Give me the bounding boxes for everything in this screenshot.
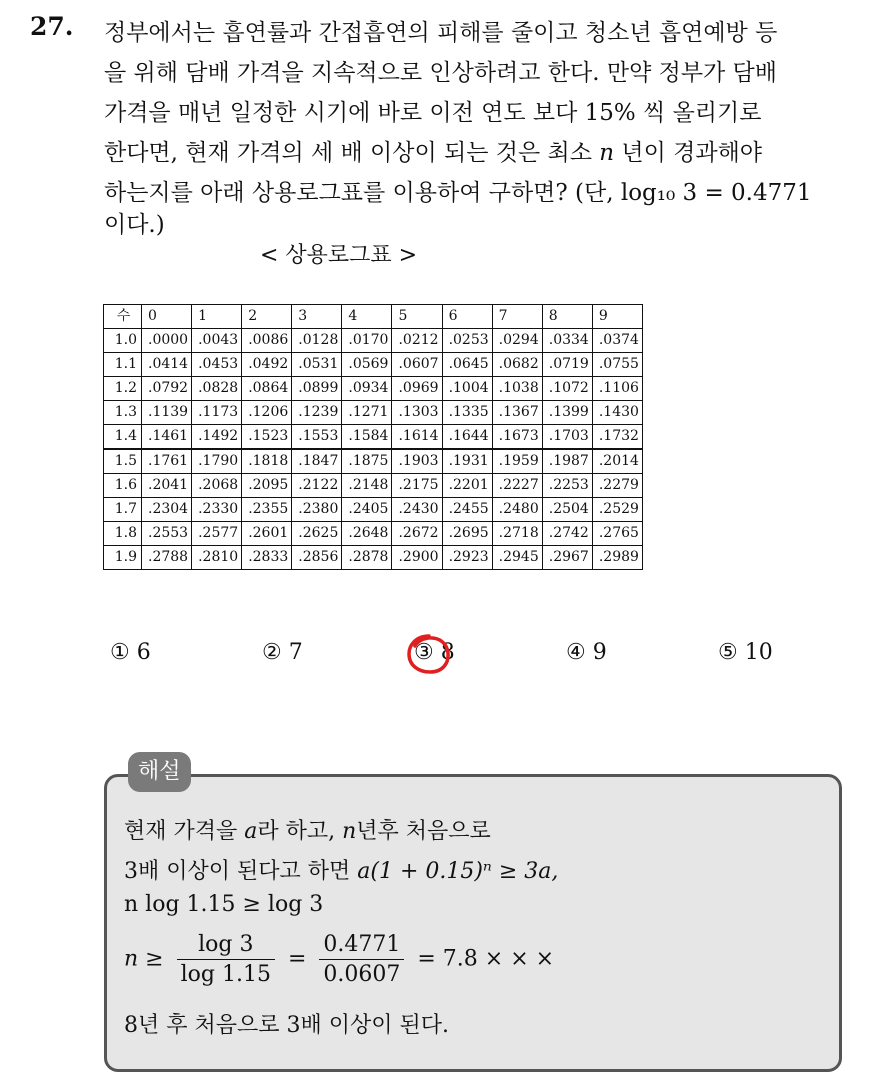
table-cell: .1303 — [392, 401, 442, 425]
table-row — [104, 546, 643, 570]
table-row — [104, 522, 643, 546]
table-cell: .1673 — [492, 425, 542, 450]
explanation-text: 3배 이상이 된다고 하면 — [124, 859, 358, 884]
table-cell: .2695 — [442, 522, 492, 546]
table-cell: .1072 — [542, 377, 592, 401]
explanation-line — [124, 814, 491, 845]
table-corner-cell: 수 — [104, 305, 142, 329]
table-cell: .0755 — [592, 353, 642, 377]
table-cell: .0828 — [192, 377, 242, 401]
table-cell: .0170 — [342, 329, 392, 353]
table-cell: .0294 — [492, 329, 542, 353]
table-cell: .1239 — [292, 401, 342, 425]
table-row — [104, 377, 643, 401]
explanation-text: 현재 가격을 — [124, 819, 245, 844]
table-column-header: 5 — [392, 305, 442, 329]
table-cell: .2529 — [592, 498, 642, 522]
table-cell: .0864 — [242, 377, 292, 401]
table-cell: .1903 — [392, 449, 442, 474]
table-cell: .2014 — [592, 449, 642, 474]
table-cell: .2989 — [592, 546, 642, 570]
table-row-label: 1.5 — [104, 449, 142, 474]
explanation-text: n ≥ — [124, 946, 164, 972]
table-header-row — [104, 305, 643, 329]
table-cell: .0682 — [492, 353, 542, 377]
table-row-label: 1.4 — [104, 425, 142, 450]
table-cell: .2148 — [342, 474, 392, 498]
inequality-math: a(1 + 0.15)ⁿ ≥ 3a, — [357, 859, 559, 884]
fraction-log — [177, 932, 275, 987]
table-cell: .0086 — [242, 329, 292, 353]
table-column-header: 6 — [442, 305, 492, 329]
table-cell: .2455 — [442, 498, 492, 522]
table-cell: .2253 — [542, 474, 592, 498]
table-column-header: 3 — [292, 305, 342, 329]
table-row — [104, 353, 643, 377]
table-cell: .1931 — [442, 449, 492, 474]
question-line: 하는지를 아래 상용로그표를 이용하여 구하면? (단, log₁₀ 3 = 0.4771 — [104, 180, 812, 206]
explanation-line: 8년 후 처음으로 3배 이상이 된다. — [124, 1013, 449, 1038]
table-cell: .1523 — [242, 425, 292, 450]
table-cell: .2625 — [292, 522, 342, 546]
fraction-denominator: log 1.15 — [180, 962, 271, 987]
table-cell: .2405 — [342, 498, 392, 522]
explanation-text: 라 하고, — [257, 819, 343, 844]
table-cell: .1703 — [542, 425, 592, 450]
table-cell: .1584 — [342, 425, 392, 450]
table-cell: .1461 — [142, 425, 192, 450]
table-cell: .1206 — [242, 401, 292, 425]
question-text-segment: 년이 경과해야 — [614, 140, 763, 166]
table-cell: .2304 — [142, 498, 192, 522]
table-column-header: 9 — [592, 305, 642, 329]
table-column-header: 2 — [242, 305, 292, 329]
table-cell: .2380 — [292, 498, 342, 522]
table-column-header: 4 — [342, 305, 392, 329]
variable-n: n — [599, 140, 615, 166]
question-line: 가격을 매년 일정한 시기에 바로 이전 연도 보다 15% 씩 올리기로 — [104, 100, 762, 126]
question-line — [104, 134, 762, 167]
table-cell: .1399 — [542, 401, 592, 425]
table-cell: .0569 — [342, 353, 392, 377]
table-cell: .0719 — [542, 353, 592, 377]
table-row-label: 1.3 — [104, 401, 142, 425]
table-cell: .1818 — [242, 449, 292, 474]
table-cell: .2967 — [542, 546, 592, 570]
table-cell: .0645 — [442, 353, 492, 377]
table-cell: .1106 — [592, 377, 642, 401]
question-line: 정부에서는 흡연률과 간접흡연의 피해를 줄이고 청소년 흡연예방 등 — [104, 20, 778, 46]
explanation-tag: 해설 — [128, 752, 191, 792]
choice-4[interactable]: ④ 9 — [566, 640, 607, 665]
table-cell: .2833 — [242, 546, 292, 570]
table-cell: .2810 — [192, 546, 242, 570]
question-line: 을 위해 담배 가격을 지속적으로 인상하려고 한다. 만약 정부가 담배 — [104, 60, 777, 86]
table-row — [104, 329, 643, 353]
table-cell: .1430 — [592, 401, 642, 425]
table-cell: .0607 — [392, 353, 442, 377]
table-row-label: 1.2 — [104, 377, 142, 401]
question-line: 이다.) — [104, 212, 165, 238]
table-cell: .2227 — [492, 474, 542, 498]
table-title: < 상용로그표 > — [260, 243, 418, 268]
table-cell: .0212 — [392, 329, 442, 353]
variable-n: n — [342, 819, 357, 844]
table-cell: .1004 — [442, 377, 492, 401]
table-row — [104, 401, 643, 425]
fraction-values — [319, 932, 404, 987]
explanation-line: n log 1.15 ≥ log 3 — [124, 892, 324, 917]
table-cell: .2718 — [492, 522, 542, 546]
table-cell: .0899 — [292, 377, 342, 401]
table-cell: .0934 — [342, 377, 392, 401]
table-row — [104, 474, 643, 498]
choice-5[interactable]: ⑤ 10 — [718, 640, 773, 665]
table-cell: .0531 — [292, 353, 342, 377]
table-cell: .2355 — [242, 498, 292, 522]
table-cell: .1139 — [142, 401, 192, 425]
table-cell: .0492 — [242, 353, 292, 377]
explanation-text: 년후 처음으로 — [356, 819, 491, 844]
table-cell: .2577 — [192, 522, 242, 546]
table-cell: .1335 — [442, 401, 492, 425]
table-cell: .1038 — [492, 377, 542, 401]
table-cell: .2765 — [592, 522, 642, 546]
selected-answer-circle-mark — [406, 633, 452, 675]
table-cell: .2430 — [392, 498, 442, 522]
table-cell: .1614 — [392, 425, 442, 450]
table-cell: .0969 — [392, 377, 442, 401]
table-column-header: 0 — [142, 305, 192, 329]
table-cell: .2900 — [392, 546, 442, 570]
table-cell: .2923 — [442, 546, 492, 570]
table-row-label: 1.1 — [104, 353, 142, 377]
table-cell: .1173 — [192, 401, 242, 425]
choice-2[interactable]: ② 7 — [262, 640, 303, 665]
table-row-label: 1.7 — [104, 498, 142, 522]
table-row-label: 1.6 — [104, 474, 142, 498]
table-row — [104, 449, 643, 474]
table-cell: .0414 — [142, 353, 192, 377]
table-cell: .0000 — [142, 329, 192, 353]
table-column-header: 8 — [542, 305, 592, 329]
table-cell: .1847 — [292, 449, 342, 474]
table-cell: .2504 — [542, 498, 592, 522]
table-cell: .1761 — [142, 449, 192, 474]
table-cell: .2856 — [292, 546, 342, 570]
fraction-denominator: 0.0607 — [323, 962, 401, 987]
fraction-numerator: log 3 — [177, 932, 275, 960]
result-value: = 7.8 × × × — [417, 946, 555, 972]
table-row-label: 1.9 — [104, 546, 142, 570]
table-row — [104, 425, 643, 450]
table-cell: .1492 — [192, 425, 242, 450]
table-cell: .0334 — [542, 329, 592, 353]
table-cell: .2648 — [342, 522, 392, 546]
table-cell: .2068 — [192, 474, 242, 498]
equals-sign: = — [287, 946, 307, 972]
table-cell: .2878 — [342, 546, 392, 570]
question-number: 27. — [30, 12, 74, 41]
table-cell: .2041 — [142, 474, 192, 498]
question-text-segment: 한다면, 현재 가격의 세 배 이상이 되는 것은 최소 — [104, 140, 600, 166]
log-table-body — [104, 305, 643, 570]
table-cell: .0453 — [192, 353, 242, 377]
table-cell: .1875 — [342, 449, 392, 474]
table-cell: .1732 — [592, 425, 642, 450]
table-cell: .2742 — [542, 522, 592, 546]
table-cell: .2788 — [142, 546, 192, 570]
table-cell: .2201 — [442, 474, 492, 498]
table-cell: .2175 — [392, 474, 442, 498]
explanation-fraction-line — [124, 932, 554, 987]
table-cell: .2553 — [142, 522, 192, 546]
table-cell: .2279 — [592, 474, 642, 498]
table-cell: .2601 — [242, 522, 292, 546]
table-cell: .0043 — [192, 329, 242, 353]
table-cell: .1790 — [192, 449, 242, 474]
table-cell: .1553 — [292, 425, 342, 450]
table-column-header: 7 — [492, 305, 542, 329]
table-cell: .2095 — [242, 474, 292, 498]
table-cell: .0792 — [142, 377, 192, 401]
table-cell: .2122 — [292, 474, 342, 498]
table-cell: .0374 — [592, 329, 642, 353]
table-cell: .2480 — [492, 498, 542, 522]
table-cell: .0128 — [292, 329, 342, 353]
variable-a: a — [244, 819, 258, 844]
table-cell: .2672 — [392, 522, 442, 546]
explanation-line — [124, 854, 558, 885]
log-table — [103, 304, 643, 570]
table-cell: .1367 — [492, 401, 542, 425]
table-cell: .2330 — [192, 498, 242, 522]
table-row-label: 1.8 — [104, 522, 142, 546]
choice-1[interactable]: ① 6 — [110, 640, 151, 665]
choice-3[interactable]: ③ 8 — [414, 640, 455, 665]
table-cell: .0253 — [442, 329, 492, 353]
table-cell: .2945 — [492, 546, 542, 570]
table-cell: .1271 — [342, 401, 392, 425]
table-cell: .1959 — [492, 449, 542, 474]
fraction-numerator: 0.4771 — [319, 932, 404, 960]
table-cell: .1987 — [542, 449, 592, 474]
table-column-header: 1 — [192, 305, 242, 329]
table-row-label: 1.0 — [104, 329, 142, 353]
table-row — [104, 498, 643, 522]
table-cell: .1644 — [442, 425, 492, 450]
